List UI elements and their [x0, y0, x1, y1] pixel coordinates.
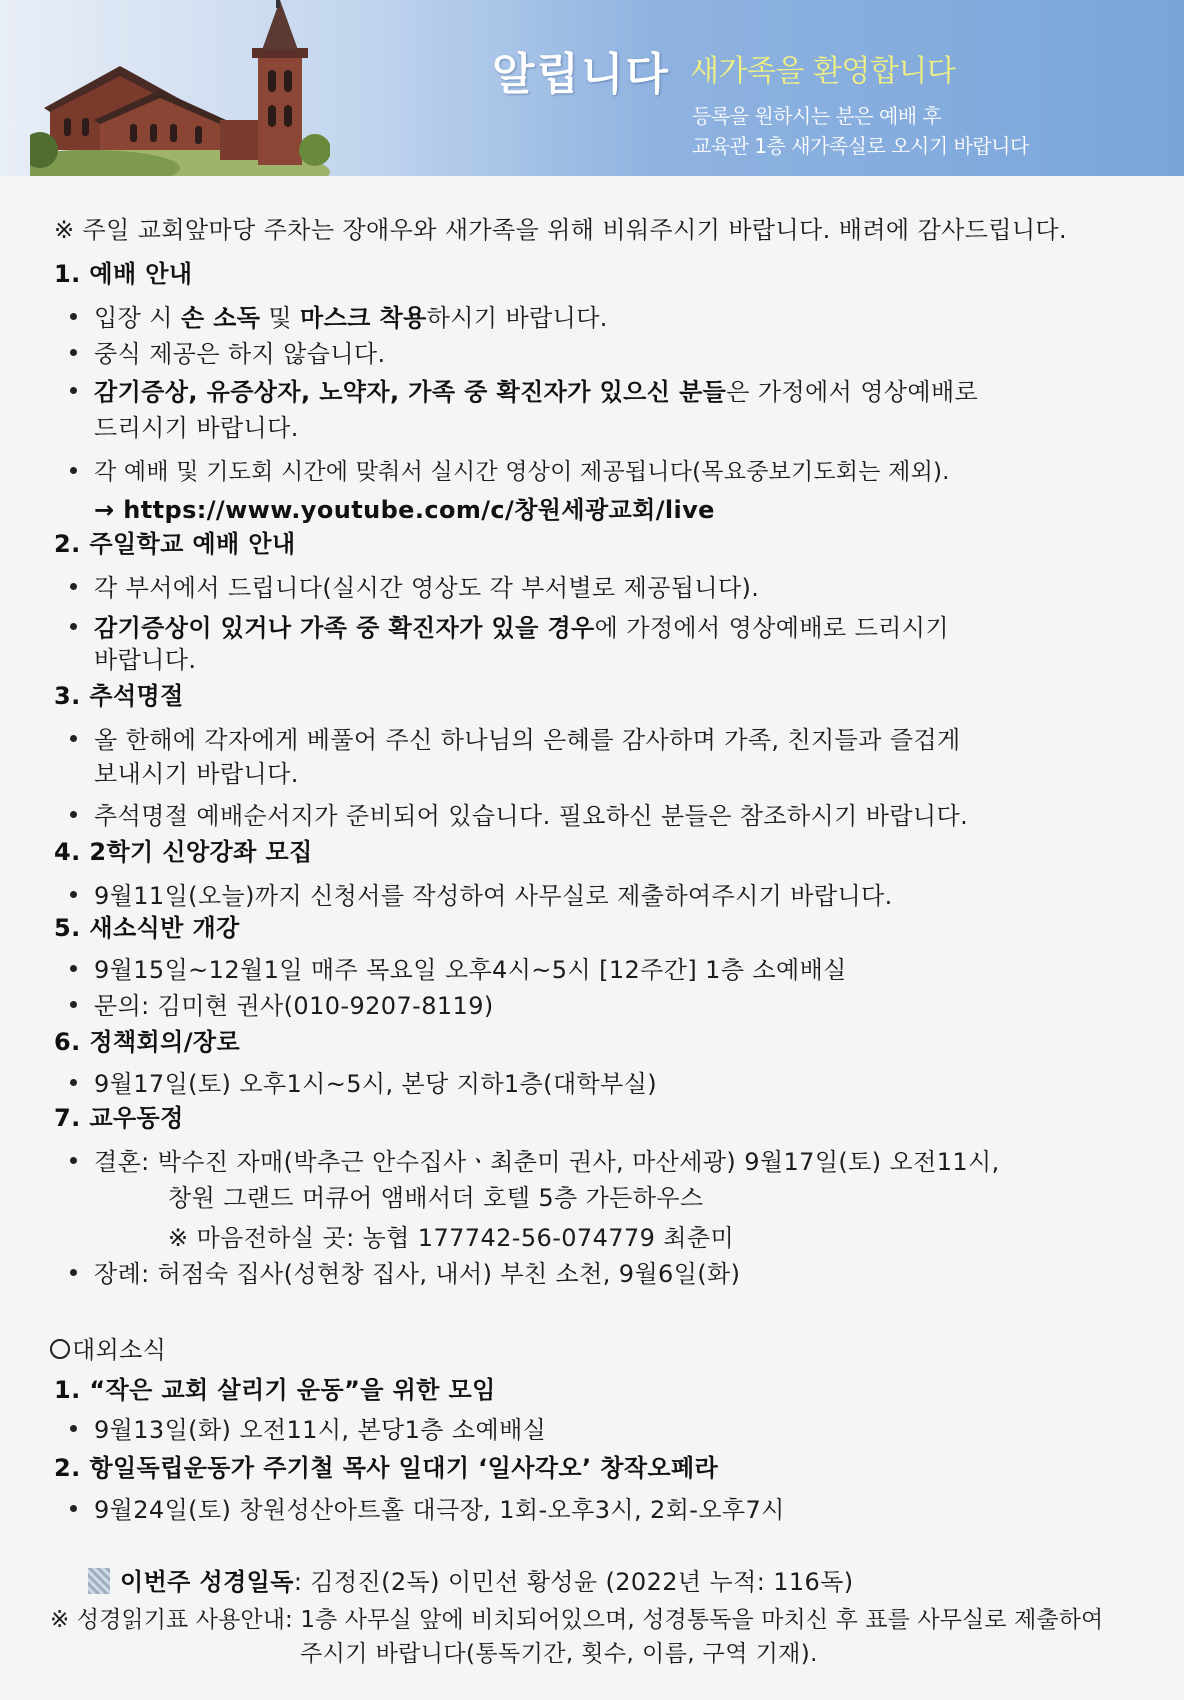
s1-item-1-b: 손 소독 — [180, 304, 261, 332]
circle-icon — [50, 1339, 70, 1359]
banner-line-2: 교육관 1층 새가족실로 오시기 바랍니다 — [692, 134, 1029, 158]
section-7-title: 7. 교우동정 — [54, 1104, 184, 1132]
bullet-icon — [70, 1505, 77, 1512]
section-3-title: 3. 추석명절 — [54, 682, 184, 710]
s1-item-3-bold: 감기증상, 유증상자, 노약자, 가족 중 확진자가 있으신 분들 — [94, 378, 727, 406]
external-1-item: 9월13일(화) 오전11시, 본당1층 소예배실 — [94, 1416, 547, 1444]
s3-item-2: 추석명절 예배순서지가 준비되어 있습니다. 필요하신 분들은 참조하시기 바랍니다. — [94, 802, 969, 830]
s2-item-2-rest: 에 가정에서 영상예배로 드리시기 — [594, 614, 949, 642]
bible-reading-label: 이번주 성경일독 — [120, 1568, 294, 1596]
s3-item-1: 올 한해에 각자에게 베풀어 주신 하나님의 은혜를 감사하며 가족, 친지들과 즐겁게 — [94, 726, 961, 754]
bible-reading — [120, 1566, 854, 1598]
external-2-title: 2. 항일독립운동가 주기철 목사 일대기 ‘일사각오’ 창작오페라 — [54, 1454, 719, 1482]
s7-item-1: 결혼: 박수진 자매(박추근 안수집사ㆍ최춘미 권사, 마산세광) 9월17일(토) 오전11시, — [94, 1148, 1000, 1176]
bullet-icon — [70, 1425, 77, 1432]
bullet-icon — [70, 891, 77, 898]
bookmark-icon — [88, 1568, 110, 1594]
bullet-icon — [70, 1269, 77, 1276]
section-2-title: 2. 주일학교 예배 안내 — [54, 530, 296, 558]
section-5-title: 5. 새소식반 개강 — [54, 914, 240, 942]
s2-item-1: 각 부서에서 드립니다(실시간 영상도 각 부서별로 제공됩니다). — [94, 574, 760, 602]
bullet-icon — [70, 623, 77, 630]
s7-item-1-line3: ※ 마음전하실 곳: 농협 177742-56-074779 최춘미 — [168, 1224, 735, 1252]
s1-item-1-c: 및 — [260, 304, 300, 332]
section-6-title: 6. 정책회의/장로 — [54, 1028, 241, 1056]
s7-item-1-line2: 창원 그랜드 머큐어 앰배서더 호텔 5층 가든하우스 — [168, 1184, 704, 1212]
s6-item-1: 9월17일(토) 오후1시~5시, 본당 지하1층(대학부실) — [94, 1070, 658, 1098]
bullet-icon — [70, 1079, 77, 1086]
bullet-icon — [70, 387, 77, 394]
external-news-heading — [50, 1334, 166, 1366]
s5-item-1: 9월15일~12월1일 매주 목요일 오후4시~5시 [12주간] 1층 소예배실 — [94, 956, 847, 984]
reading-guide-line2: 주시기 바랍니다(통독기간, 횟수, 이름, 구역 기재). — [300, 1641, 818, 1667]
external-news-heading-text: 대외소식 — [72, 1336, 167, 1364]
banner-line-1: 등록을 원하시는 분은 예배 후 — [692, 104, 942, 128]
s2-item-2-line2: 바랍니다. — [94, 646, 197, 674]
bullet-icon — [70, 1001, 77, 1008]
bullet-icon — [70, 583, 77, 590]
bullet-icon — [70, 735, 77, 742]
s1-item-3-rest: 은 가정에서 영상예배로 — [726, 378, 979, 406]
parking-notice: ※ 주일 교회앞마당 주차는 장애우와 새가족을 위해 비워주시기 바랍니다. 배려에 감사드립니다. — [54, 216, 1068, 244]
s1-item-1-e: 하시기 바랍니다. — [426, 304, 608, 332]
youtube-link[interactable]: → https://www.youtube.com/c/창원세광교회/live — [94, 496, 715, 524]
bullet-icon — [70, 349, 77, 356]
s5-item-2: 문의: 김미현 권사(010-9207-8119) — [94, 992, 494, 1020]
s7-item-2: 장례: 허점숙 집사(성현창 집사, 내서) 부친 소천, 9월6일(화) — [94, 1260, 741, 1288]
s1-item-1-d: 마스크 착용 — [299, 304, 427, 332]
s1-item-3-line2: 드리시기 바랍니다. — [94, 414, 299, 442]
bullet-icon — [70, 467, 77, 474]
external-1-title: 1. “작은 교회 살리기 운동”을 위한 모임 — [54, 1376, 496, 1404]
bullet-icon — [70, 965, 77, 972]
s2-item-2 — [94, 612, 949, 644]
external-2-item: 9월24일(토) 창원성산아트홀 대극장, 1회-오후3시, 2회-오후7시 — [94, 1496, 785, 1524]
reading-guide: ※ 성경읽기표 사용안내: 1층 사무실 앞에 비치되어있으며, 성경통독을 마치신 후 표를 사무실로 제출하여 — [50, 1607, 1104, 1633]
bible-reading-value: : 김정진(2독) 이민선 황성윤 (2022년 누적: 116독) — [293, 1568, 854, 1596]
bullet-icon — [70, 313, 77, 320]
banner-subtitle: 새가족을 환영합니다 — [690, 54, 956, 89]
banner-title: 알립니다 — [492, 49, 671, 100]
s1-item-4: 각 예배 및 기도회 시간에 맞춰서 실시간 영상이 제공됩니다(목요중보기도회는 제외). — [94, 459, 950, 485]
s1-item-1 — [94, 302, 608, 334]
s1-item-1-a: 입장 시 — [94, 304, 181, 332]
section-1-title: 1. 예배 안내 — [54, 260, 193, 288]
s2-item-2-bold: 감기증상이 있거나 가족 중 확진자가 있을 경우 — [94, 614, 595, 642]
s1-item-3 — [94, 376, 978, 408]
s3-item-1-line2: 보내시기 바랍니다. — [94, 760, 299, 788]
s1-item-2: 중식 제공은 하지 않습니다. — [94, 340, 386, 368]
bullet-icon — [70, 1157, 77, 1164]
section-4-title: 4. 2학기 신앙강좌 모집 — [54, 838, 313, 866]
bullet-icon — [70, 811, 77, 818]
s4-item-1: 9월11일(오늘)까지 신청서를 작성하여 사무실로 제출하여주시기 바랍니다. — [94, 882, 893, 910]
